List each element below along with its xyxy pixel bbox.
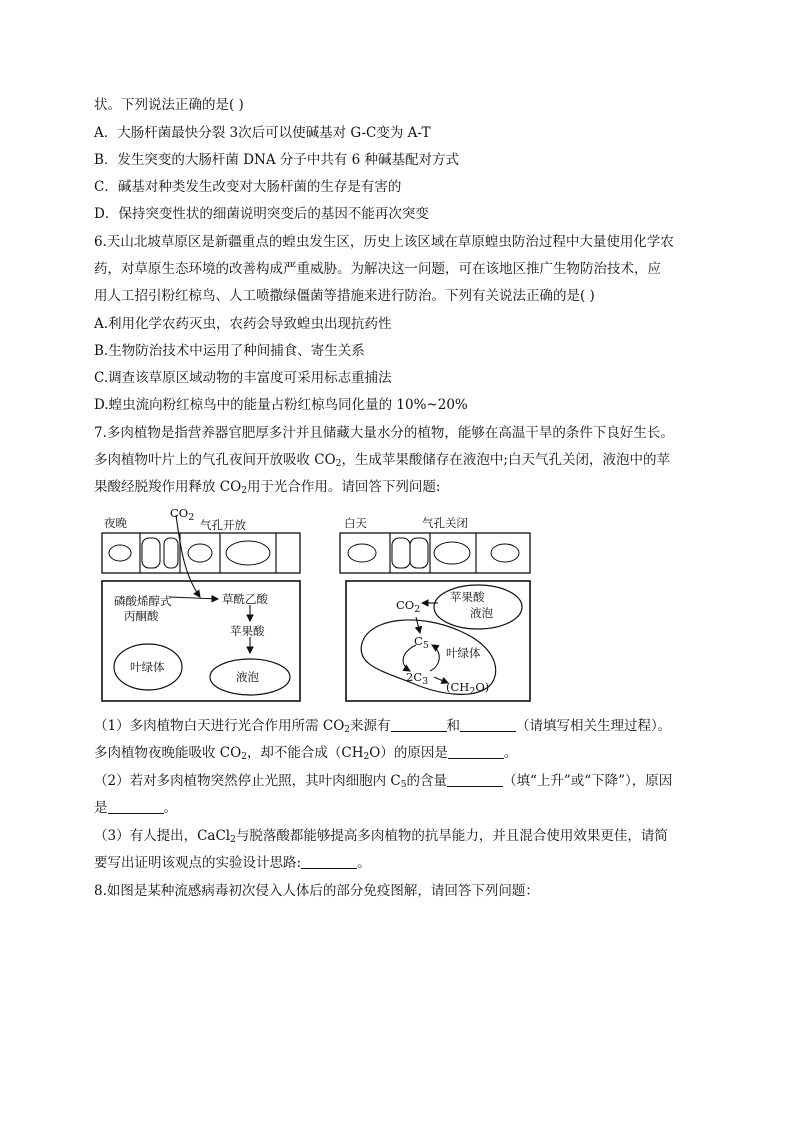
q7-sub3-line-2: 要写出证明该观点的实验设计思路: 。 — [94, 855, 371, 871]
q5-option-b: B．发生突变的大肠杆菌 DNA 分子中共有 6 种碱基配对方式 — [94, 152, 460, 168]
answer-blank[interactable] — [447, 774, 503, 787]
answer-blank[interactable] — [108, 801, 164, 814]
q7-sub2-line-1: （2）若对多肉植物突然停止光照，其叶肉细胞内 $C_5$的含量 （填“上升”或“下降”），原因 — [94, 773, 673, 790]
q5-option-a: A．大肠杆菌最快分裂 3次后可以使碱基对 G-C变为 A-T — [94, 125, 431, 141]
q7-sub1-line-1: （1）多肉植物白天进行光合作用所需 $CO_2$来源有 和 （请填写相关生理过程）。 — [94, 718, 672, 735]
answer-blank[interactable] — [448, 746, 504, 759]
q8-stem: 8.如图是某种流感病毒初次侵入人体后的部分免疫图解，请回答下列问题： — [94, 883, 539, 899]
q6-option-c: C.调查该草原区域动物的丰富度可采用标志重捕法 — [94, 370, 392, 386]
answer-blank[interactable] — [301, 856, 357, 869]
malate-label: 苹果酸 — [230, 624, 265, 638]
q7-sub2-line-2: 是 。 — [94, 800, 177, 816]
day-chloroplast-label: 叶绿体 — [446, 646, 481, 660]
night-chloroplast-label: 叶绿体 — [130, 660, 165, 674]
q7-stem-line-3: 果酸经脱羧作用释放 $CO_2$用于光合作用。请回答下列问题: — [94, 479, 441, 496]
day-panel — [340, 533, 530, 701]
cam-photosynthesis-figure — [100, 505, 540, 705]
q5-option-c: C．碱基对种类发生改变对大肠杆菌的生存是有害的 — [94, 179, 402, 195]
stoma-closed-label: 气孔关闭 — [422, 516, 468, 530]
ch2o-label: $(CH_2O)$ — [446, 680, 490, 697]
day-mesophyll-cell — [346, 581, 530, 701]
q6-option-b: B.生物防治技术中运用了种间捕食、寄生关系 — [94, 343, 365, 359]
pep-label-line-1: 磷酸烯醇式 — [114, 594, 172, 608]
oxaloacetate-label: 草酰乙酸 — [222, 592, 268, 606]
figure-svg — [100, 505, 540, 705]
q6-option-d: D.蝗虫流向粉红椋鸟中的能量占粉红椋鸟同化量的 10%~20% — [94, 397, 468, 413]
q6-stem-line-3: 用人工招引粉红椋鸟、人工喷撒绿僵菌等措施来进行防治。下列有关说法正确的是( ) — [94, 288, 595, 304]
night-label: 夜晚 — [104, 516, 127, 530]
night-vacuole-label: 液泡 — [236, 670, 259, 684]
c5-label: $C_5$ — [414, 634, 429, 651]
q6-stem-line-1: 6.天山北坡草原区是新疆重点的蝗虫发生区，历史上该区域在草原蝗虫防治过程中大量使用化学农 — [94, 234, 674, 250]
day-vacuole-label: 液泡 — [470, 606, 493, 620]
q5-option-d: D．保持突变性状的细菌说明突变后的基因不能再次突变 — [94, 206, 429, 222]
day-epidermis — [340, 533, 530, 573]
q7-sub1-line-2: 多肉植物夜晚能吸收 $CO_2$，却不能合成$(CH_2O)$的原因是 。 — [94, 745, 518, 762]
c3-label: $2C_3$ — [406, 670, 429, 687]
q6-option-a: A.利用化学农药灭虫，农药会导致蝗虫出现抗药性 — [94, 316, 392, 332]
q7-stem-line-2: 多肉植物叶片上的气孔夜间开放吸收 $CO_2$，生成苹果酸储存在液泡中;白天气孔关闭，液泡中的苹 — [94, 452, 670, 469]
q7-sub3-line-1: （3）有人提出，CaCl$_2$与脱落酸都能够提高多肉植物的抗旱能力，并且混合使用效果更佳，请简 — [94, 828, 668, 845]
night-co2-label: $CO_2$ — [170, 506, 195, 523]
answer-blank[interactable] — [460, 719, 516, 732]
q7-stem-line-1: 7.多肉植物是指营养器官肥厚多汁并且储藏大量水分的植物，能够在高温干旱的条件下良好生长。 — [94, 425, 674, 441]
day-label: 白天 — [344, 516, 367, 530]
q5-stem-tail: 状。下列说法正确的是( ) — [94, 97, 244, 113]
q6-stem-line-2: 药，对草原生态环境的改善构成严重威胁。为解决这一问题，可在该地区推广生物防治技术，应 — [94, 261, 661, 277]
day-malate-label: 苹果酸 — [450, 590, 485, 604]
pep-label-line-2: 丙酮酸 — [124, 609, 159, 623]
answer-blank[interactable] — [391, 719, 447, 732]
stoma-open-label: 气孔开放 — [200, 518, 246, 532]
day-co2-label: $CO_2$ — [396, 598, 421, 615]
